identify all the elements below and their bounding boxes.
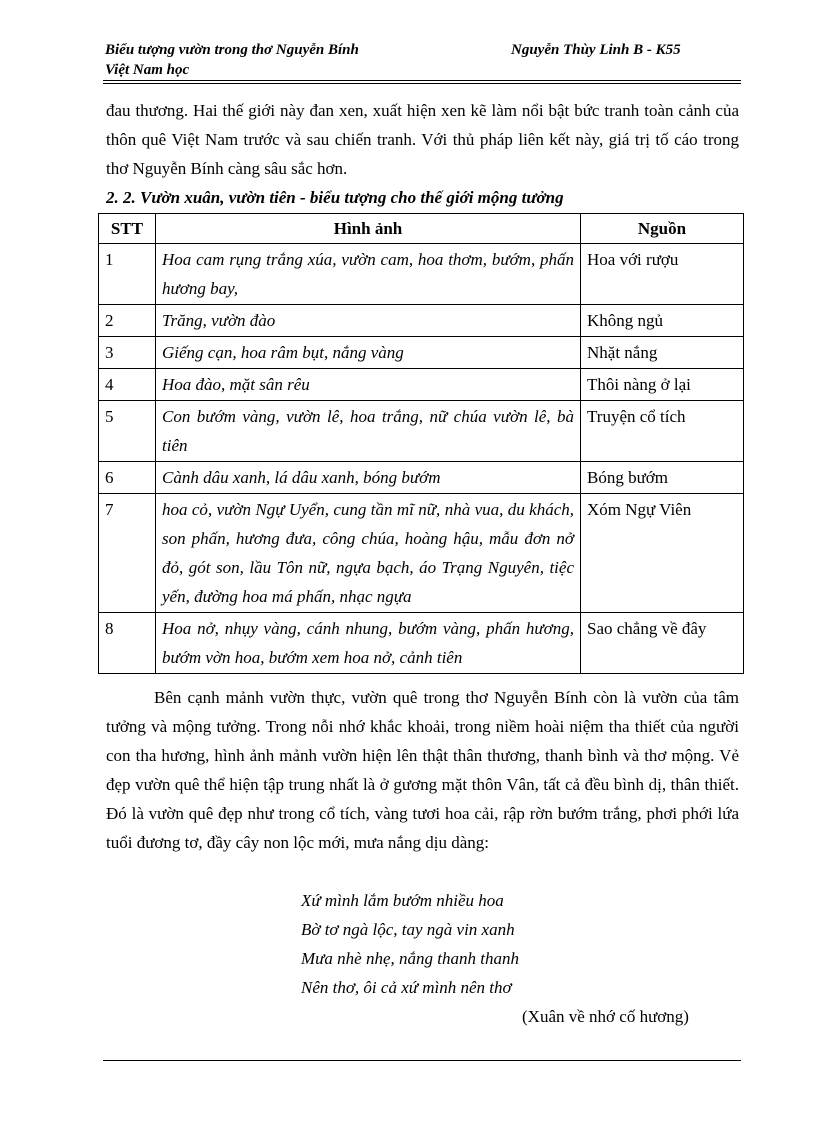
table-row <box>99 462 744 494</box>
cell-image: Con bướm vàng, vườn lê, hoa trắng, nữ chúa vườn lê, bà tiên <box>156 401 581 462</box>
table-row <box>99 494 744 613</box>
poem-block <box>301 886 519 1002</box>
cell-stt: 1 <box>99 244 156 305</box>
header-title: Biểu tượng vườn trong thơ Nguyễn Bính <box>105 42 359 58</box>
cell-source: Xóm Ngự Viên <box>581 494 744 613</box>
cell-image: Cành dâu xanh, lá dâu xanh, bóng bướm <box>156 462 581 494</box>
table-row <box>99 244 744 305</box>
cell-source: Nhặt nắng <box>581 337 744 369</box>
footer-rule <box>103 1060 741 1061</box>
cell-image: hoa cỏ, vườn Ngự Uyển, cung tần mĩ nữ, nhà vua, du khách, son phấn, hương đưa, công chúa, hoàng hậu, mẫu đơn nở đỏ, gót son, lầu Tôn nữ, ngựa bạch, áo Trạng Nguyên, tiệc yến, đường hoa má phấn, nhạc ngựa <box>156 494 581 613</box>
cell-source: Truyện cổ tích <box>581 401 744 462</box>
header-subtitle: Việt Nam học <box>105 62 190 78</box>
cell-stt: 8 <box>99 613 156 674</box>
cell-stt: 3 <box>99 337 156 369</box>
poem-line: Mưa nhè nhẹ, nắng thanh thanh <box>301 949 519 968</box>
cell-stt: 6 <box>99 462 156 494</box>
header-stt: STT <box>99 214 156 244</box>
running-header-left <box>105 40 359 80</box>
cell-stt: 5 <box>99 401 156 462</box>
table-row <box>99 337 744 369</box>
table-header-row <box>99 214 744 244</box>
table-row <box>99 369 744 401</box>
header-source: Nguồn <box>581 214 744 244</box>
cell-stt: 4 <box>99 369 156 401</box>
table-row <box>99 613 744 674</box>
cell-source: Không ngủ <box>581 305 744 337</box>
cell-image: Hoa cam rụng trắng xúa, vườn cam, hoa thơm, bướm, phấn hương bay, <box>156 244 581 305</box>
cell-source: Bóng bướm <box>581 462 744 494</box>
table-row <box>99 305 744 337</box>
header-rule-bottom <box>103 83 741 84</box>
poem-line: Xứ mình lắm bướm nhiều hoa <box>301 891 504 910</box>
body-paragraph: Bên cạnh mảnh vườn thực, vườn quê trong thơ Nguyễn Bính còn là vườn của tâm tưởng và mộng tưởng. Trong nỗi nhớ khắc khoải, trong niềm hoài niệm tha thiết của người con tha hương, hình ảnh mảnh vườn hiện lên thật thân thương, thanh bình và thơ mộng. Vẻ đẹp vườn quê thể hiện tập trung nhất là ở gương mặt thôn Vân, tất cả đều bình dị, thân thiết. Đó là vườn quê đẹp như trong cổ tích, vàng tươi hoa cải, rập rờn bướm trắng, phơi phới lứa tuổi đương tơ, đầy cây non lộc mới, mưa nắng dịu dàng: <box>106 688 739 852</box>
poem-source: (Xuân về nhớ cố hương) <box>522 1007 689 1026</box>
poem-line: Nên thơ, ôi cả xứ mình nên thơ <box>301 978 512 997</box>
cell-stt: 2 <box>99 305 156 337</box>
cell-image: Trăng, vườn đào <box>156 305 581 337</box>
poem-line: Bờ tơ ngà lộc, tay ngà vin xanh <box>301 920 515 939</box>
table-row <box>99 401 744 462</box>
image-source-table <box>98 213 744 674</box>
header-rule-top <box>103 80 741 81</box>
header-image: Hình ảnh <box>156 214 581 244</box>
cell-source: Hoa với rượu <box>581 244 744 305</box>
cell-stt: 7 <box>99 494 156 613</box>
section-heading: 2. 2. Vườn xuân, vườn tiên - biểu tượng cho thế giới mộng tưởng <box>106 188 564 207</box>
header-author: Nguyễn Thùy Linh B - K55 <box>511 42 681 58</box>
cell-source: Sao chẳng về đây <box>581 613 744 674</box>
intro-paragraph: đau thương. Hai thế giới này đan xen, xuất hiện xen kẽ làm nổi bật bức tranh toàn cảnh của thôn quê Việt Nam trước và sau chiến tranh. Với thủ pháp liên kết này, giá trị tố cáo trong thơ Nguyễn Bính càng sâu sắc hơn. <box>106 101 739 178</box>
cell-image: Hoa nở, nhụy vàng, cánh nhung, bướm vàng, phấn hương, bướm vờn hoa, bướm xem hoa nở, cảnh tiên <box>156 613 581 674</box>
cell-image: Hoa đào, mặt sân rêu <box>156 369 581 401</box>
cell-image: Giếng cạn, hoa râm bụt, nắng vàng <box>156 337 581 369</box>
cell-source: Thôi nàng ở lại <box>581 369 744 401</box>
